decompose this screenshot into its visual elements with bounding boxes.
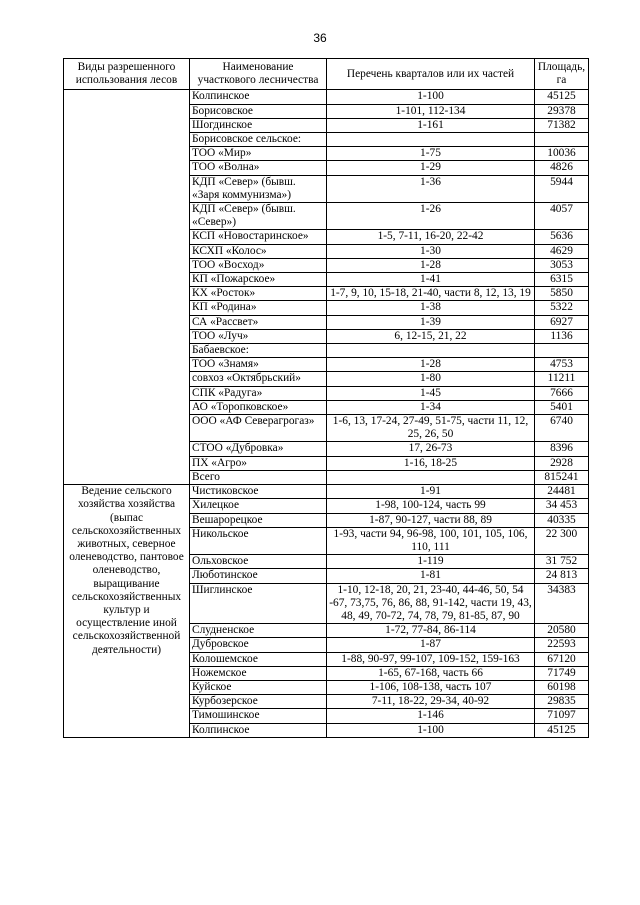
forestry-cell: ТОО «Восход» bbox=[190, 258, 327, 272]
area-cell: 5401 bbox=[535, 400, 589, 414]
table-body bbox=[64, 90, 589, 737]
quarters-cell: 1-87 bbox=[327, 638, 535, 652]
forestry-cell: ТОО «Мир» bbox=[190, 147, 327, 161]
area-cell: 34 453 bbox=[535, 499, 589, 513]
forestry-cell: Борисовское bbox=[190, 104, 327, 118]
quarters-cell: 1-88, 90-97, 99-107, 109-152, 159-163 bbox=[327, 652, 535, 666]
quarters-cell: 1-75 bbox=[327, 147, 535, 161]
forestry-cell: Тимошинское bbox=[190, 709, 327, 723]
forestry-cell: ТОО «Луч» bbox=[190, 329, 327, 343]
quarters-cell: 1-146 bbox=[327, 709, 535, 723]
area-cell: 7666 bbox=[535, 386, 589, 400]
quarters-cell bbox=[327, 344, 535, 358]
forestry-cell: ТОО «Волна» bbox=[190, 161, 327, 175]
forestry-cell: КДП «Север» (бывш. «Север») bbox=[190, 203, 327, 230]
quarters-cell: 1-41 bbox=[327, 273, 535, 287]
forestry-cell: Куйское bbox=[190, 680, 327, 694]
quarters-cell: 1-28 bbox=[327, 358, 535, 372]
forestry-cell: СТОО «Дубровка» bbox=[190, 442, 327, 456]
area-cell: 5322 bbox=[535, 301, 589, 315]
area-cell: 5944 bbox=[535, 175, 589, 202]
header-use-type: Виды разрешенного использования лесов bbox=[64, 59, 190, 90]
area-cell: 22593 bbox=[535, 638, 589, 652]
quarters-cell: 1-38 bbox=[327, 301, 535, 315]
area-cell: 4057 bbox=[535, 203, 589, 230]
quarters-cell: 1-80 bbox=[327, 372, 535, 386]
forestry-cell: Слудненское bbox=[190, 624, 327, 638]
quarters-cell bbox=[327, 470, 535, 484]
area-cell: 40335 bbox=[535, 513, 589, 527]
forestry-cell: Никольское bbox=[190, 527, 327, 554]
forestry-cell: Шогдинское bbox=[190, 118, 327, 132]
quarters-cell: 1-29 bbox=[327, 161, 535, 175]
use-type-cell bbox=[64, 90, 190, 485]
area-cell bbox=[535, 133, 589, 147]
quarters-cell: 1-36 bbox=[327, 175, 535, 202]
area-cell: 6315 bbox=[535, 273, 589, 287]
area-cell: 3053 bbox=[535, 258, 589, 272]
quarters-cell: 1-91 bbox=[327, 485, 535, 499]
area-cell: 4753 bbox=[535, 358, 589, 372]
area-cell: 71097 bbox=[535, 709, 589, 723]
area-cell: 11211 bbox=[535, 372, 589, 386]
area-cell: 6740 bbox=[535, 415, 589, 442]
area-cell: 4629 bbox=[535, 244, 589, 258]
area-cell bbox=[535, 344, 589, 358]
area-cell: 1136 bbox=[535, 329, 589, 343]
forestry-cell: ПХ «Агро» bbox=[190, 456, 327, 470]
quarters-cell: 1-87, 90-127, части 88, 89 bbox=[327, 513, 535, 527]
area-cell: 2928 bbox=[535, 456, 589, 470]
forestry-cell: Люботинское bbox=[190, 569, 327, 583]
quarters-cell: 1-45 bbox=[327, 386, 535, 400]
forestry-cell: КСХП «Колос» bbox=[190, 244, 327, 258]
header-area: Площадь, га bbox=[535, 59, 589, 90]
quarters-cell: 1-26 bbox=[327, 203, 535, 230]
use-type-cell: Ведение сельского хозяйства хозяйства (выпас сельскохозяйственных животных, северное оленеводство, пантовое оленеводство, выращивание сельскохозяйственных культур и осуществление иной сельскохозяйственной деятельности) bbox=[64, 485, 190, 738]
header-quarters: Перечень кварталов или их частей bbox=[327, 59, 535, 90]
forestry-cell: Борисовское сельское: bbox=[190, 133, 327, 147]
forestry-cell: СА «Рассвет» bbox=[190, 315, 327, 329]
quarters-cell: 1-6, 13, 17-24, 27-49, 51-75, части 11, 12, 25, 26, 50 bbox=[327, 415, 535, 442]
page-number: 36 bbox=[313, 31, 327, 45]
area-cell: 45125 bbox=[535, 723, 589, 737]
forestry-cell: КП «Пожарское» bbox=[190, 273, 327, 287]
quarters-cell: 1-100 bbox=[327, 723, 535, 737]
area-cell: 60198 bbox=[535, 680, 589, 694]
forestry-cell: Ножемское bbox=[190, 666, 327, 680]
quarters-cell: 1-100 bbox=[327, 90, 535, 104]
quarters-cell: 1-93, части 94, 96-98, 100, 101, 105, 106, 110, 111 bbox=[327, 527, 535, 554]
quarters-cell: 1-7, 9, 10, 15-18, 21-40, части 8, 12, 13, 19 bbox=[327, 287, 535, 301]
area-cell: 5636 bbox=[535, 230, 589, 244]
forestry-cell: Бабаевское: bbox=[190, 344, 327, 358]
area-cell: 31 752 bbox=[535, 555, 589, 569]
table-row bbox=[64, 90, 589, 104]
area-cell: 45125 bbox=[535, 90, 589, 104]
forestry-cell: КХ «Росток» bbox=[190, 287, 327, 301]
forestry-cell: СПК «Радуга» bbox=[190, 386, 327, 400]
forestry-cell: Курбозерское bbox=[190, 695, 327, 709]
quarters-cell: 1-16, 18-25 bbox=[327, 456, 535, 470]
quarters-cell: 1-81 bbox=[327, 569, 535, 583]
quarters-cell: 17, 26-73 bbox=[327, 442, 535, 456]
table-row bbox=[64, 485, 589, 499]
forestry-cell: Чистиковское bbox=[190, 485, 327, 499]
forest-use-table bbox=[63, 58, 589, 738]
quarters-cell: 1-5, 7-11, 16-20, 22-42 bbox=[327, 230, 535, 244]
area-cell: 29378 bbox=[535, 104, 589, 118]
quarters-cell bbox=[327, 133, 535, 147]
quarters-cell: 1-72, 77-84, 86-114 bbox=[327, 624, 535, 638]
header-forestry: Наименование участкового лесничества bbox=[190, 59, 327, 90]
area-cell: 71382 bbox=[535, 118, 589, 132]
forestry-cell: Колпинское bbox=[190, 723, 327, 737]
area-cell: 71749 bbox=[535, 666, 589, 680]
area-cell: 29835 bbox=[535, 695, 589, 709]
area-cell: 22 300 bbox=[535, 527, 589, 554]
area-cell: 815241 bbox=[535, 470, 589, 484]
quarters-cell: 1-161 bbox=[327, 118, 535, 132]
area-cell: 67120 bbox=[535, 652, 589, 666]
quarters-cell: 1-39 bbox=[327, 315, 535, 329]
forestry-cell: Хилецкое bbox=[190, 499, 327, 513]
quarters-cell: 1-34 bbox=[327, 400, 535, 414]
area-cell: 24481 bbox=[535, 485, 589, 499]
area-cell: 4826 bbox=[535, 161, 589, 175]
forestry-cell: Колпинское bbox=[190, 90, 327, 104]
forestry-cell: КП «Родина» bbox=[190, 301, 327, 315]
forestry-cell: ТОО «Знамя» bbox=[190, 358, 327, 372]
quarters-cell: 1-28 bbox=[327, 258, 535, 272]
forestry-cell: Дубровское bbox=[190, 638, 327, 652]
area-cell: 34383 bbox=[535, 583, 589, 624]
forestry-cell: Вешарорецкое bbox=[190, 513, 327, 527]
forestry-cell: Шиглинское bbox=[190, 583, 327, 624]
quarters-cell: 1-98, 100-124, часть 99 bbox=[327, 499, 535, 513]
quarters-cell: 1-10, 12-18, 20, 21, 23-40, 44-46, 50, 54 -67, 73,75, 76, 86, 88, 91-142, части 19, 43, 48, 49, 70-72, 74, 78, 79, 81-85, 87, 90 bbox=[327, 583, 535, 624]
forestry-cell: КДП «Север» (бывш. «Заря коммунизма») bbox=[190, 175, 327, 202]
forestry-cell: Всего bbox=[190, 470, 327, 484]
quarters-cell: 7-11, 18-22, 29-34, 40-92 bbox=[327, 695, 535, 709]
quarters-cell: 1-101, 112-134 bbox=[327, 104, 535, 118]
forestry-cell: Колошемское bbox=[190, 652, 327, 666]
forestry-cell: совхоз «Октябрьский» bbox=[190, 372, 327, 386]
forestry-cell: Ольховское bbox=[190, 555, 327, 569]
area-cell: 24 813 bbox=[535, 569, 589, 583]
area-cell: 5850 bbox=[535, 287, 589, 301]
area-cell: 10036 bbox=[535, 147, 589, 161]
quarters-cell: 1-65, 67-168, часть 66 bbox=[327, 666, 535, 680]
forestry-cell: КСП «Новостаринское» bbox=[190, 230, 327, 244]
quarters-cell: 6, 12-15, 21, 22 bbox=[327, 329, 535, 343]
area-cell: 20580 bbox=[535, 624, 589, 638]
area-cell: 8396 bbox=[535, 442, 589, 456]
table-header-row bbox=[64, 59, 589, 90]
quarters-cell: 1-119 bbox=[327, 555, 535, 569]
forestry-cell: ООО «АФ Северагрогаз» bbox=[190, 415, 327, 442]
area-cell: 6927 bbox=[535, 315, 589, 329]
quarters-cell: 1-30 bbox=[327, 244, 535, 258]
quarters-cell: 1-106, 108-138, часть 107 bbox=[327, 680, 535, 694]
forestry-cell: АО «Торопковское» bbox=[190, 400, 327, 414]
